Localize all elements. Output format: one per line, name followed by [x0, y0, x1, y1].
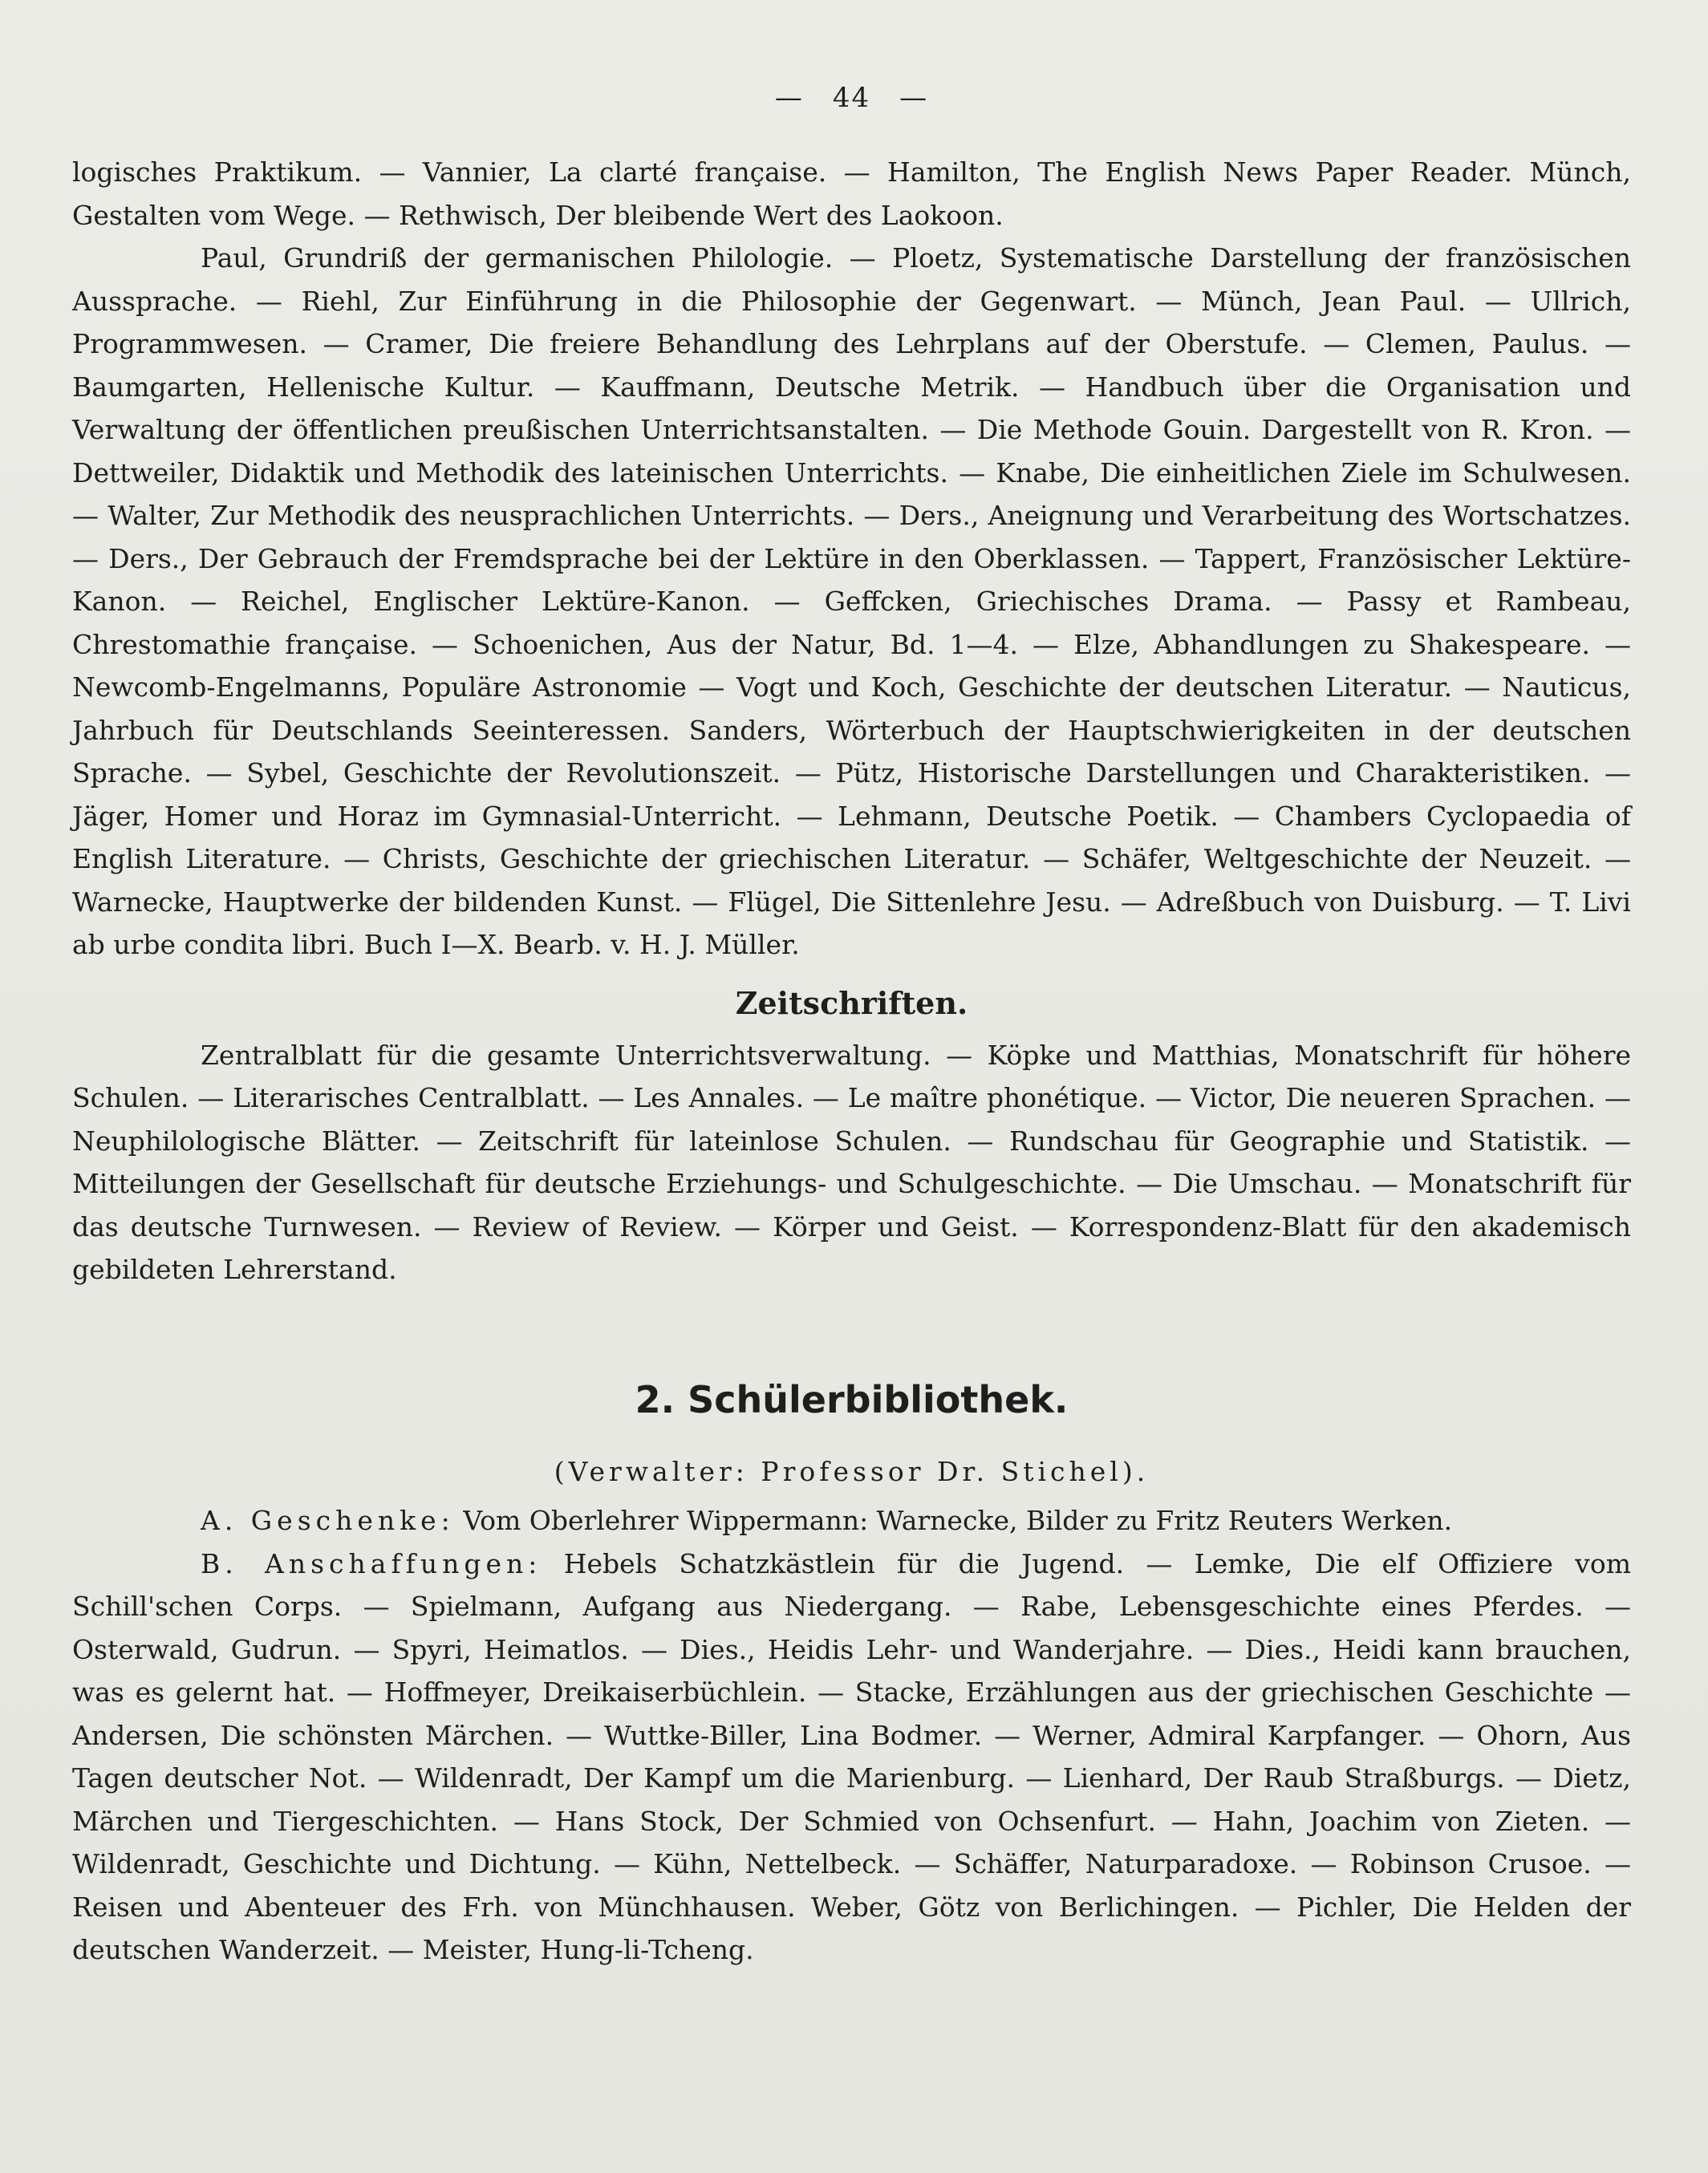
geschenke-paragraph	[72, 1499, 1631, 1543]
zeitschriften-paragraph: Zentralblatt für die gesamte Unterrichtsverwaltung. — Köpke und Matthias, Monatschrift für höhere Schulen. — Literarisches Centralblatt. — Les Annales. — Le maître phonétique. — Victor, Die neueren Sprachen. — Neuphilologische Blätter. — Zeitschrift für lateinlose Schulen. — Rundschau für Geographie und Statistik. — Mitteilungen der Gesellschaft für deutsche Erziehungs- und Schulgeschichte. — Die Umschau. — Monatschrift für das deutsche Turnwesen. — Review of Review. — Körper und Geist. — Korrespondenz-Blatt für den akademisch gebildeten Lehrerstand.	[72, 1039, 1631, 1285]
anschaffungen-paragraph	[72, 1543, 1631, 1972]
zeitschriften-heading: Zeitschriften.	[735, 984, 968, 1021]
geschenke-text: Vom Oberlehrer Wippermann: Warnecke, Bilder zu Fritz Reuters Werken.	[463, 1505, 1453, 1536]
anschaffungen-label: B. Anschaffungen:	[201, 1547, 542, 1579]
page-number-value: 44	[832, 82, 871, 114]
geschenke-label: A. Geschenke:	[201, 1505, 455, 1536]
page-number-dash-right: —	[899, 82, 929, 114]
administrator-line: (Verwalter: Professor Dr. Stichel).	[554, 1455, 1150, 1487]
book-list-paragraph: Paul, Grundriß der germanischen Philologie. — Ploetz, Systematische Darstellung der französischen Aussprache. — Riehl, Zur Einführung in die Philosophie der Gegenwart. — Münch, Jean Paul. — Ullrich, Programmwesen. — Cramer, Die freiere Behandlung des Lehrplans auf der Oberstufe. — Clemen, Paulus. — Baumgarten, Hellenische Kultur. — Kauffmann, Deutsche Metrik. — Handbuch über die Organisation und Verwaltung der öffentlichen preußischen Unterrichtsanstalten. — Die Methode Gouin. Dargestellt von R. Kron. — Dettweiler, Didaktik und Methodik des lateinischen Unterrichts. — Knabe, Die einheitlichen Ziele im Schulwesen. — Walter, Zur Methodik des neusprachlichen Unterrichts. — Ders., Aneignung und Verarbeitung des Wortschatzes. — Ders., Der Gebrauch der Fremdsprache bei der Lektüre in den Oberklassen. — Tappert, Französischer Lektüre-Kanon. — Reichel, Englischer Lektüre-Kanon. — Geffcken, Griechisches Drama. — Passy et Rambeau, Chrestomathie française. — Schoenichen, Aus der Natur, Bd. 1—4. — Elze, Abhandlungen zu Shakespeare. — Newcomb-Engelmanns, Populäre Astronomie — Vogt und Koch, Geschichte der deutschen Literatur. — Nauticus, Jahrbuch für Deutschlands Seeinteressen. Sanders, Wörterbuch der Hauptschwierigkeiten in der deutschen Sprache. — Sybel, Geschichte der Revolutionszeit. — Pütz, Historische Darstellungen und Charakteristiken. — Jäger, Homer und Horaz im Gymnasial-Unterricht. — Lehmann, Deutsche Poetik. — Chambers Cyclopaedia of English Literature. — Christs, Geschichte der griechischen Literatur. — Schäfer, Weltgeschichte der Neuzeit. — Warnecke, Hauptwerke der bildenden Kunst. — Flügel, Die Sittenlehre Jesu. — Adreßbuch von Duisburg. — T. Livi ab urbe condita libri. Buch I—X. Bearb. v. H. J. Müller.	[72, 242, 1631, 960]
page-number-dash-left: —	[774, 82, 804, 114]
book-list-continuation: logisches Praktikum. — Vannier, La clarté française. — Hamilton, The English News Paper Reader. Münch, Gestalten vom Wege. — Rethwisch, Der bleibende Wert des Laokoon.	[72, 156, 1631, 231]
schuelerbibliothek-heading: 2. Schülerbibliothek.	[635, 1377, 1069, 1421]
anschaffungen-text: Hebels Schatzkästlein für die Jugend. — Lemke, Die elf Offiziere vom Schill'schen Corps. — Spielmann, Aufgang aus Niedergang. — Rabe, Lebensgeschichte eines Pferdes. — Osterwald, Gudrun. — Spyri, Heimatlos. — Dies., Heidis Lehr- und Wanderjahre. — Dies., Heidi kann brauchen, was es gelernt hat. — Hoffmeyer, Dreikaiserbüchlein. — Stacke, Erzählungen aus der griechischen Geschichte — Andersen, Die schönsten Märchen. — Wuttke-Biller, Lina Bodmer. — Werner, Admiral Karpfanger. — Ohorn, Aus Tagen deutscher Not. — Wildenradt, Der Kampf um die Marienburg. — Lienhard, Der Raub Straßburgs. — Dietz, Märchen und Tiergeschichten. — Hans Stock, Der Schmied von Ochsenfurt. — Hahn, Joachim von Zieten. — Wildenradt, Geschichte und Dichtung. — Kühn, Nettelbeck. — Schäffer, Naturparadoxe. — Robinson Crusoe. — Reisen und Abenteuer des Frh. von Münchhausen. Weber, Götz von Berlichingen. — Pichler, Die Helden der deutschen Wanderzeit. — Meister, Hung-li-Tcheng.	[72, 1547, 1631, 1965]
page-number	[72, 79, 1631, 117]
